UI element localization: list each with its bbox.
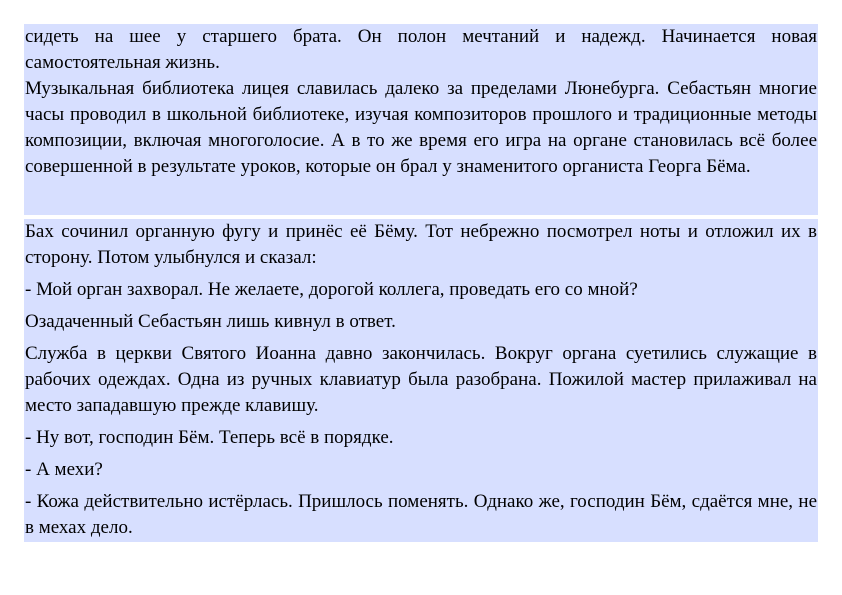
- dialogue-line: - Мой орган захворал. Не желаете, дорогой коллега, проведать его со мной?: [25, 279, 638, 300]
- paragraph: Озадаченный Себастьян лишь кивнул в ответ.: [25, 311, 396, 332]
- paragraph: Служба в церкви Святого Иоанна давно закончилась. Вокруг органа суетились служащие в рабочих одеждах. Одна из ручных клавиатур была разобрана. Пожилой мастер прилаживал на место западавшую прежде клавишу.: [25, 343, 817, 416]
- paragraph: Бах сочинил органную фугу и принёс её Бёму. Тот небрежно посмотрел ноты и отложил их в сторону. Потом улыбнулся и сказал:: [25, 221, 817, 268]
- highlighted-text-block-2: [24, 219, 818, 542]
- dialogue-line: - А мехи?: [25, 459, 103, 480]
- dialogue-line: - Кожа действительно истёрлась. Пришлось поменять. Однако же, господин Бём, сдаётся мне, не в мехах дело.: [25, 491, 817, 538]
- paragraph: Музыкальная библиотека лицея славилась далеко за пределами Люнебурга. Себастьян многие часы проводил в школьной библиотеке, изучая композиторов прошлого и традиционные методы композиции, включая многоголосие. А в то же время его игра на органе становилась всё более совершенной в результате уроков, которые он брал у знаменитого органиста Георга Бёма.: [25, 78, 817, 177]
- highlighted-text-block-1: [24, 24, 818, 215]
- dialogue-line: - Ну вот, господин Бём. Теперь всё в порядке.: [25, 427, 394, 448]
- paragraph: сидеть на шее у старшего брата. Он полон мечтаний и надежд. Начинается новая самостоятельная жизнь.: [25, 26, 817, 73]
